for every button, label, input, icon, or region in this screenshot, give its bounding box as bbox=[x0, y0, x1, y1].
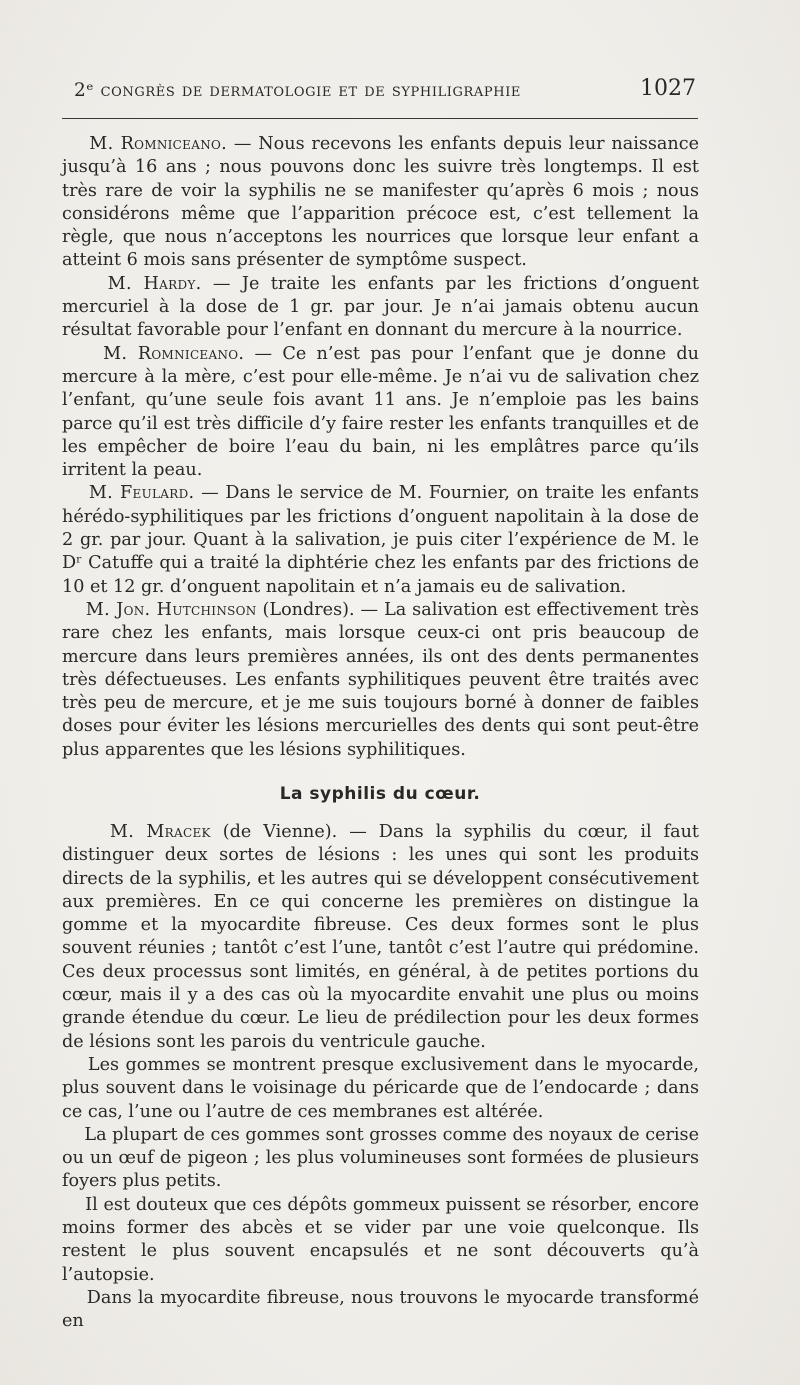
speaker-name: M. Mracek bbox=[109, 822, 211, 842]
paragraph-text: (de Vienne). — Dans la syphilis du cœur, il faut distinguer deux sortes de lésions : les unes qui sont les produits directs de la syphilis, et les autres qui se développent consécutivement aux premières. En ce qui concerne les premières on distingue la gomme et la myocardite fibreuse. Ces deux formes sont le plus souvent réunies ; tantôt c’est l’une, tantôt c’est l’autre qui prédomine. Ces deux processus sont limités, en général, à de petites portions du cœur, mais il y a des cas où la myocardite envahit une plus ou moins grande étendue du cœur. Le lieu de prédilection pour les deux formes de lésions sont les parois du ventricule gauche. bbox=[62, 822, 699, 1052]
paragraph bbox=[62, 599, 699, 762]
paragraph bbox=[62, 482, 699, 598]
paragraph bbox=[62, 821, 699, 1054]
paragraph-text: La plupart de ces gommes sont grosses comme des noyaux de cerise ou un œuf de pigeon ; les plus volumineuses sont formées de plusieurs foyers plus petits. bbox=[62, 1124, 699, 1192]
speaker-name: M. Romniceano. bbox=[89, 134, 228, 154]
speaker-name: M. Hardy. bbox=[107, 273, 202, 294]
header-rule bbox=[62, 118, 698, 119]
paragraph-text: (Londres). — La salivation est effectivement très rare chez les enfants, mais lorsque ceux-ci ont pris beaucoup de mercure dans leurs premières années, ils ont des dents permanentes très défectueuses. Les enfants syphilitiques peuvent être traités avec très peu de mercure, et je me suis toujours borné à donner de faibles doses pour éviter les lésions mercurielles des dents qui sont peut-être plus apparentes que les lésions syphilitiques. bbox=[62, 599, 699, 760]
paragraph bbox=[62, 133, 699, 273]
paragraph-text: Il est douteux que ces dépôts gommeux puissent se résorber, encore moins former des abcès et se vider par une voie quelconque. Ils restent le plus souvent encapsulés et ne sont découverts qu’à l’autopsie. bbox=[62, 1194, 699, 1285]
speaker-name: M. Romniceano. bbox=[103, 343, 245, 364]
page-number: 1027 bbox=[640, 76, 696, 101]
section-title: La syphilis du cœur. bbox=[279, 784, 481, 804]
paragraph bbox=[62, 273, 699, 343]
discussion-block bbox=[62, 133, 699, 762]
paragraph-text: Les gommes se montrent presque exclusivement dans le myocarde, plus souvent dans le voisinage du péricarde que de l’endocarde ; dans ce cas, l’une ou l’autre de ces membranes est altérée. bbox=[62, 1054, 699, 1122]
speaker-name: M. Feulard. bbox=[88, 483, 195, 504]
paragraph-text: — Nous recevons les enfants depuis leur naissance jusqu’à 16 ans ; nous pouvons donc les suivre très longtemps. Il est très rare de voir la syphilis ne se manifester qu’après 6 mois ; nous considérons même que l’apparition précoce est, c’est tellement la règle, que nous n’acceptons les nourrices que lorsque leur enfant a atteint 6 mois sans présenter de symptôme suspect. bbox=[62, 134, 699, 271]
section-body bbox=[62, 821, 699, 1334]
paragraph bbox=[62, 1287, 699, 1334]
paragraph-text: — Je traite les enfants par les frictions d’onguent mercuriel à la dose de 1 gr. par jour. Je n’ai jamais obtenu aucun résultat favorable pour l’enfant en donnant du mercure à la nourrice. bbox=[62, 273, 699, 341]
paragraph-text: Dans la myocardite fibreuse, nous trouvons le myocarde transformé en bbox=[62, 1287, 699, 1332]
running-header bbox=[62, 76, 698, 106]
paragraph bbox=[62, 1124, 699, 1194]
paragraph bbox=[62, 1054, 699, 1124]
speaker-name: M. Jon. Hutchinson bbox=[85, 599, 257, 620]
paragraph bbox=[62, 343, 699, 483]
paragraph bbox=[62, 1194, 699, 1287]
paragraph-text: — Ce n’est pas pour l’enfant que je donne du mercure à la mère, c’est pour elle-même. Je n’ai vu de salivation chez l’enfant, qu’une seule fois avant 11 ans. Je n’emploie pas les bains parce qu’il est très difficile d’y faire rester les enfants tranquilles et de les empêcher de boire l’eau du bain, ni les emplâtres parce qu’ils irritent la peau. bbox=[62, 343, 699, 481]
header-title: 2ᵉ congrès de dermatologie et de syphiligraphie bbox=[74, 80, 522, 101]
paragraph-text: — Dans le service de M. Fournier, on traite les enfants hérédo-syphilitiques par les frictions d’onguent napolitain à la dose de 2 gr. par jour. Quant à la salivation, je puis citer l’expérience de M. le Dʳ Catuffe qui a traité la diphtérie chez les enfants par des frictions de 10 et 12 gr. d’onguent napolitain et n’a jamais eu de salivation. bbox=[62, 483, 699, 597]
